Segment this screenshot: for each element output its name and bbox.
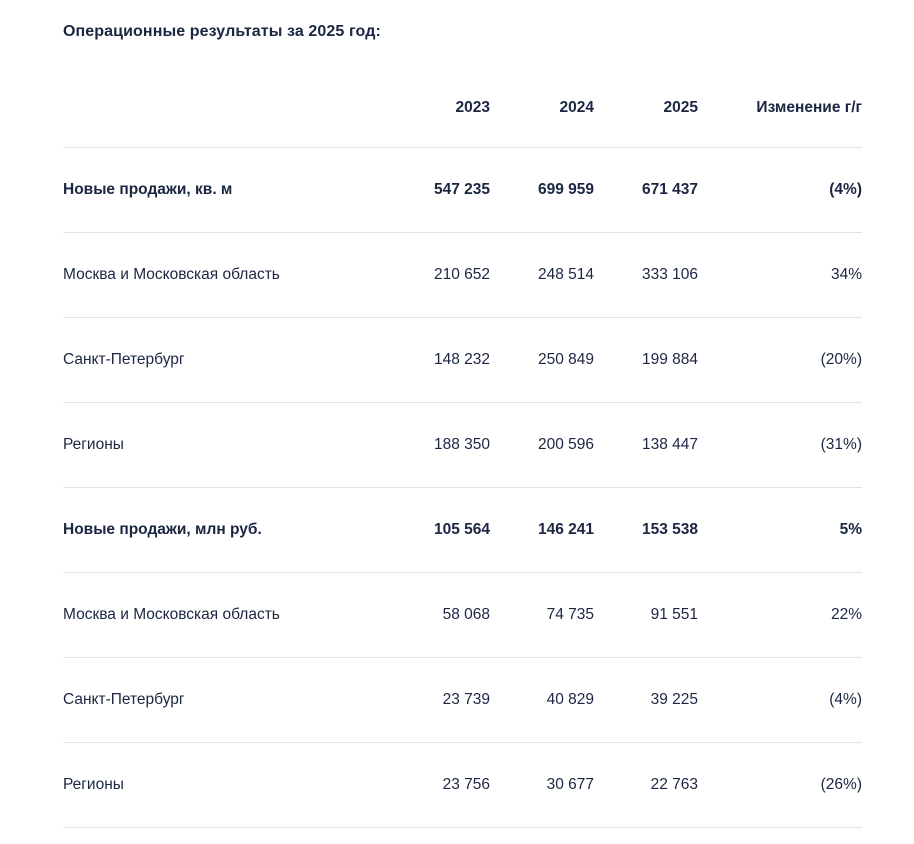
page-title: Операционные результаты за 2025 год:: [63, 23, 381, 40]
row-label: Москва и Московская область: [63, 606, 280, 624]
row-label: Москва и Московская область: [63, 266, 280, 284]
row-value: 23 739: [442, 691, 490, 709]
row-value: (4%): [829, 181, 862, 199]
column-header-2025: 2025: [663, 99, 698, 117]
row-value: 333 106: [641, 266, 698, 284]
row-value: 699 959: [537, 181, 594, 199]
table-row: [63, 573, 862, 658]
table-row: [63, 233, 862, 318]
row-value: 23 756: [442, 776, 490, 794]
row-value: 105 564: [433, 521, 490, 539]
table-row: [63, 403, 862, 488]
row-value: 148 232: [433, 351, 490, 369]
row-value: (20%): [820, 351, 862, 369]
row-value: 39 225: [650, 691, 698, 709]
row-label: Новые продажи, млн руб.: [63, 521, 262, 539]
row-value: 30 677: [546, 776, 594, 794]
column-header-2023: 2023: [455, 99, 490, 117]
row-value: 210 652: [433, 266, 490, 284]
table-row: [63, 743, 862, 828]
table-row: [63, 488, 862, 573]
row-label: Санкт-Петербург: [63, 691, 185, 709]
row-value: 146 241: [537, 521, 594, 539]
row-value: 188 350: [433, 436, 490, 454]
row-value: (26%): [820, 776, 862, 794]
row-label: Регионы: [63, 776, 124, 794]
row-label: Регионы: [63, 436, 124, 454]
row-value: 248 514: [537, 266, 594, 284]
row-value: 199 884: [641, 351, 698, 369]
row-value: 153 538: [641, 521, 698, 539]
row-value: 547 235: [433, 181, 490, 199]
row-value: (31%): [820, 436, 862, 454]
row-value: 58 068: [442, 606, 490, 624]
row-value: 5%: [839, 521, 862, 539]
table-row: [63, 318, 862, 403]
row-value: 40 829: [546, 691, 594, 709]
row-value: 74 735: [546, 606, 594, 624]
row-value: 22%: [830, 606, 862, 624]
row-label: Санкт-Петербург: [63, 351, 185, 369]
row-value: 200 596: [537, 436, 594, 454]
row-value: 91 551: [650, 606, 698, 624]
row-value: 671 437: [641, 181, 698, 199]
row-value: 138 447: [641, 436, 698, 454]
column-header-2024: 2024: [559, 99, 594, 117]
column-header-change-yoy: Изменение г/г: [756, 99, 862, 117]
row-value: 250 849: [537, 351, 594, 369]
row-label: Новые продажи, кв. м: [63, 181, 233, 199]
row-value: 34%: [830, 266, 862, 284]
table-header-row: [63, 41, 862, 148]
table-row: [63, 148, 862, 233]
results-table: [63, 41, 862, 828]
row-value: (4%): [829, 691, 862, 709]
row-value: 22 763: [650, 776, 698, 794]
table-row: [63, 658, 862, 743]
table-body: [63, 148, 862, 828]
